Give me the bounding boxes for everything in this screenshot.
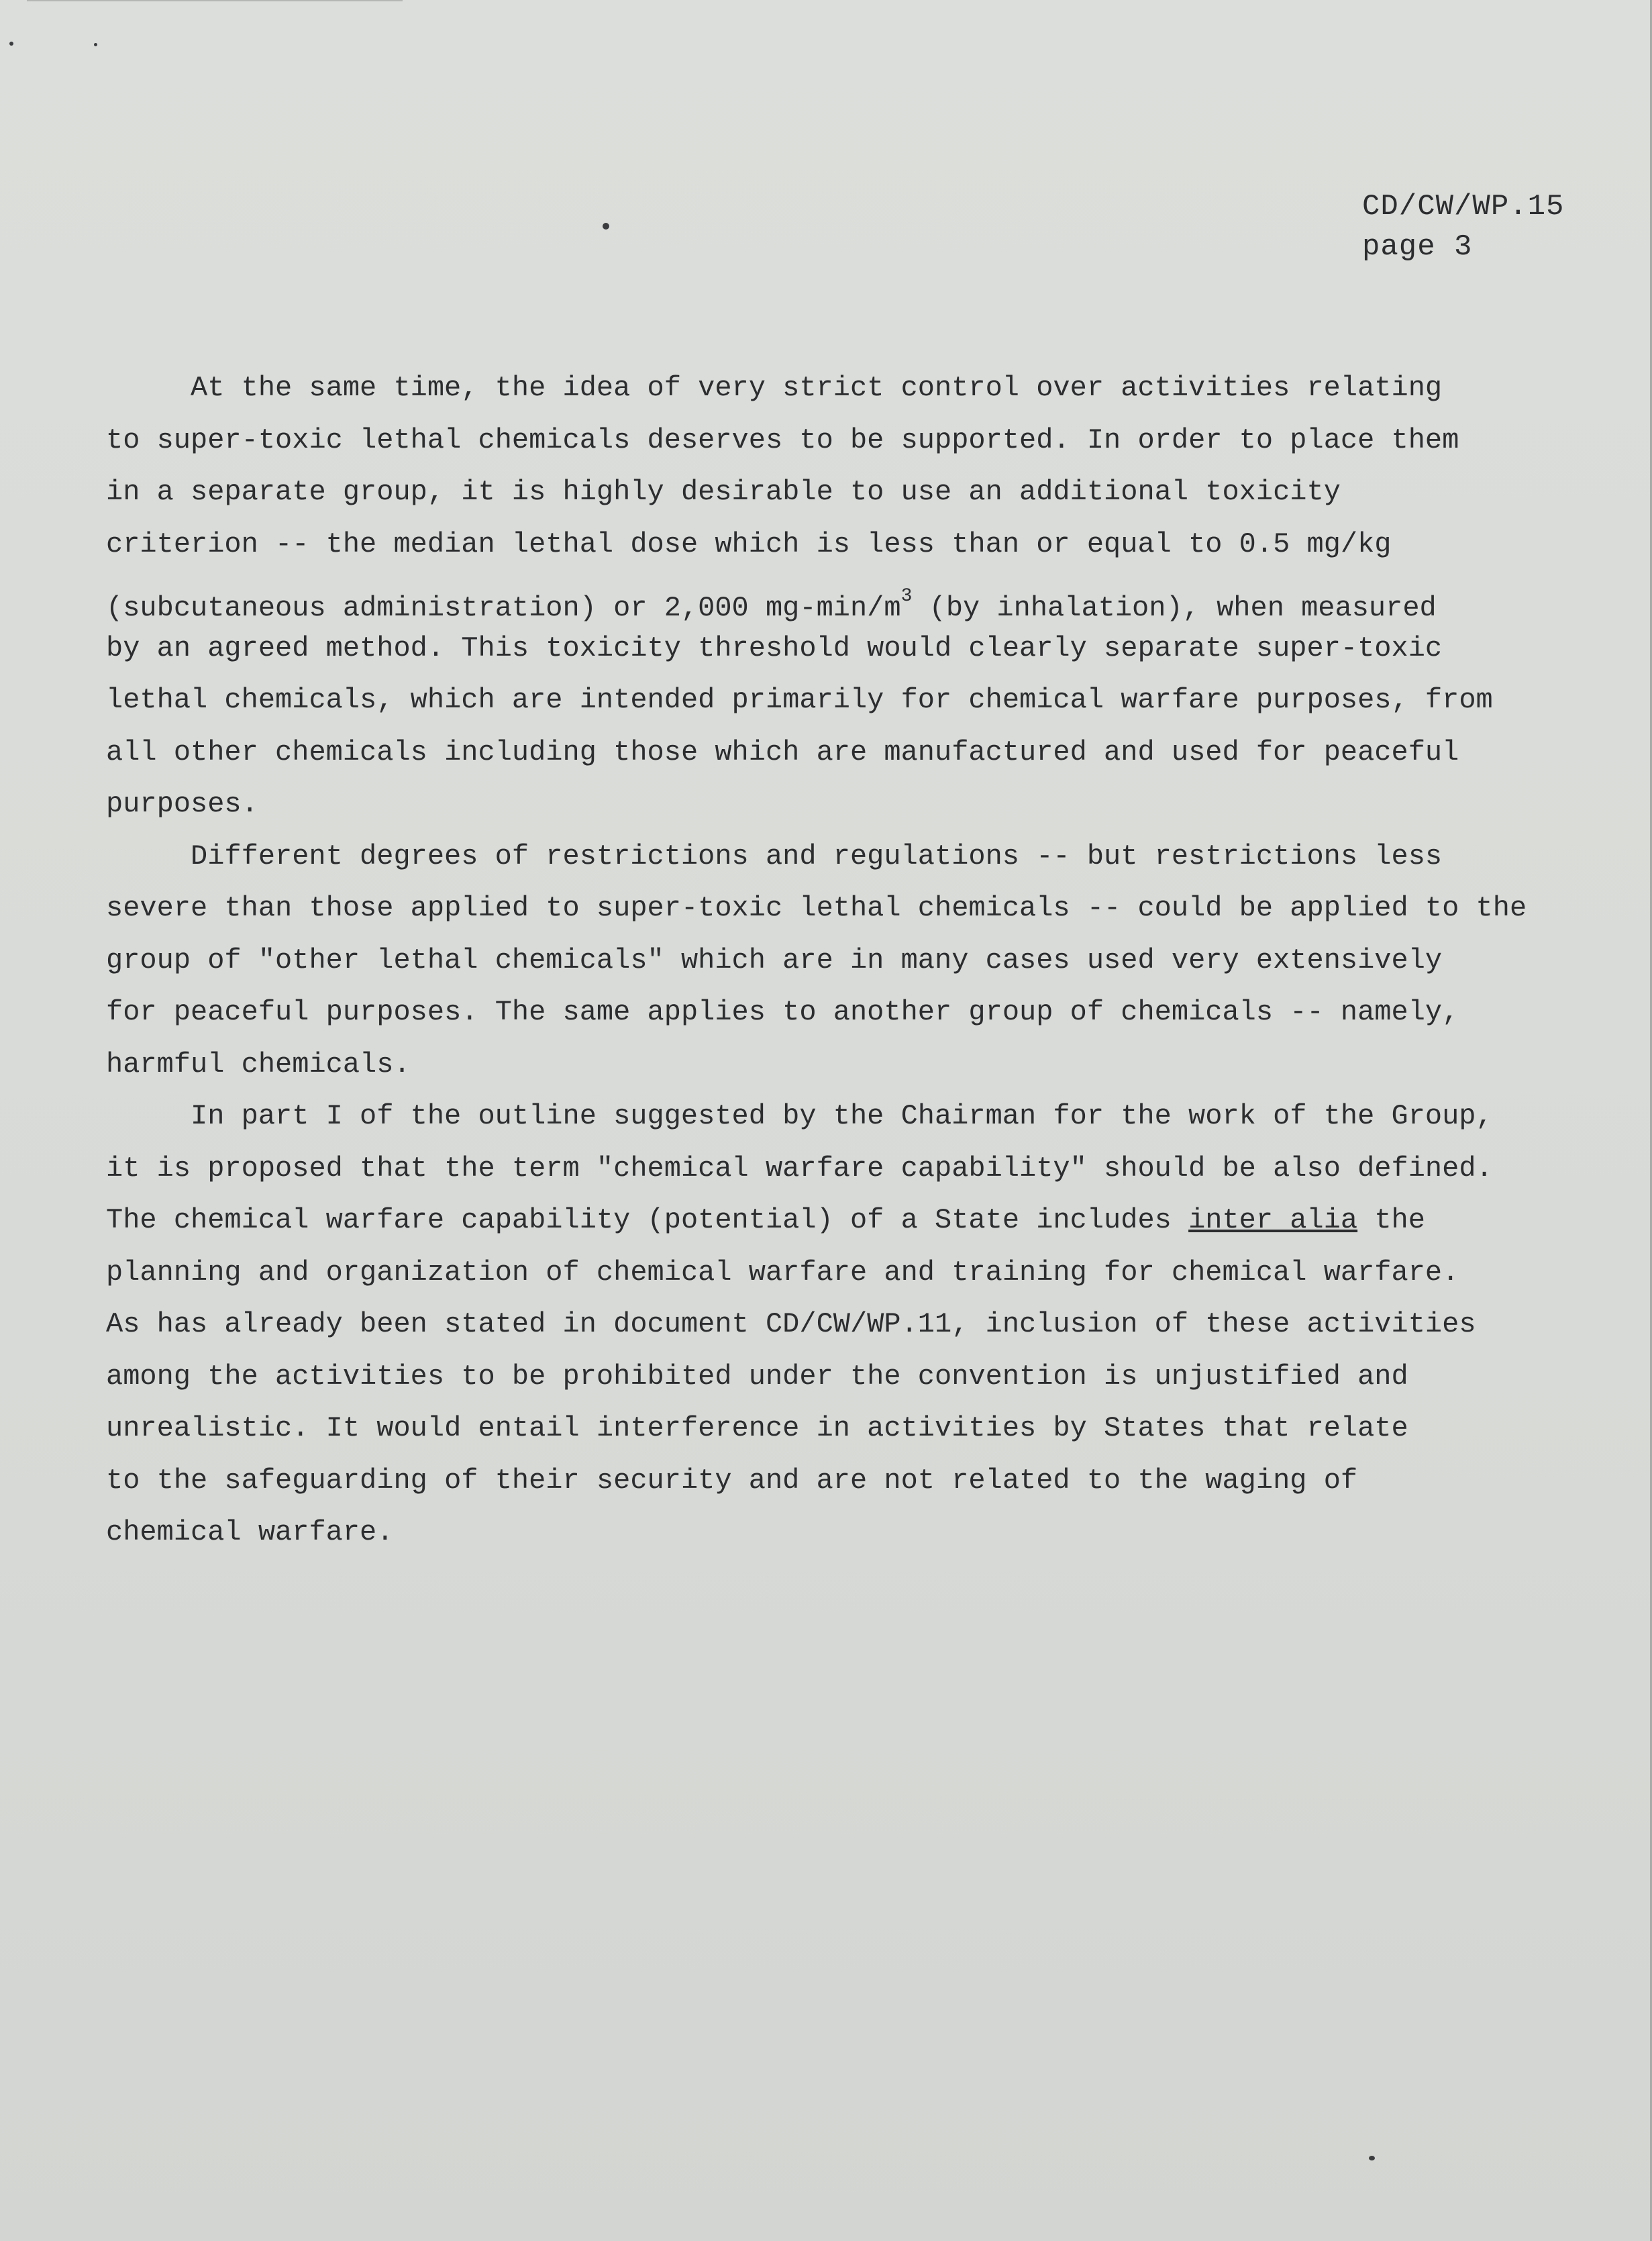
text-line: As has already been stated in document CD/CW/WP.11, inclusion of these activities xyxy=(106,1308,1476,1340)
text-line: all other chemicals including those which are manufactured and used for peaceful xyxy=(106,736,1459,768)
document-symbol: CD/CW/WP.15 xyxy=(1362,190,1565,223)
document-header xyxy=(1362,187,1564,267)
text-line xyxy=(106,1195,1555,1247)
text-line: chemical warfare. xyxy=(106,1516,394,1548)
scan-speck xyxy=(1369,2156,1375,2160)
text-line: purposes. xyxy=(106,788,258,820)
paragraph-2 xyxy=(106,831,1555,1091)
text-line: lethal chemicals, which are intended primarily for chemical warfare purposes, from xyxy=(106,684,1493,716)
scan-speck xyxy=(603,223,609,230)
text-line: among the activities to be prohibited under the convention is unjustified and xyxy=(106,1360,1408,1393)
text-line: it is proposed that the term "chemical warfare capability" should be also defined. xyxy=(106,1152,1493,1185)
text-line: harmful chemicals. xyxy=(106,1048,411,1081)
text-line: planning and organization of chemical warfare and training for chemical warfare. xyxy=(106,1256,1459,1289)
paragraph-1 xyxy=(106,362,1555,831)
text-line: criterion -- the median lethal dose which is less than or equal to 0.5 mg/kg xyxy=(106,528,1392,560)
text-line: severe than those applied to super-toxic lethal chemicals -- could be applied to the xyxy=(106,892,1527,924)
text-line: unrealistic. It would entail interference in activities by States that relate xyxy=(106,1412,1408,1444)
superscript-exponent: 3 xyxy=(900,586,913,607)
document-body xyxy=(106,362,1555,1559)
text-line xyxy=(106,570,1555,623)
text-line: in a separate group, it is highly desirable to use an additional toxicity xyxy=(106,476,1341,508)
text-line: Different degrees of restrictions and regulations -- but restrictions less xyxy=(191,840,1443,873)
scan-edge-top xyxy=(27,0,403,1)
text-segment: The chemical warfare capability (potential) of a State includes xyxy=(106,1204,1189,1236)
text-line: for peaceful purposes. The same applies to another group of chemicals -- namely, xyxy=(106,996,1459,1028)
text-segment: the xyxy=(1357,1204,1425,1236)
text-segment: (by inhalation), when measured xyxy=(912,592,1437,624)
underlined-term: inter alia xyxy=(1188,1204,1358,1236)
text-line: to the safeguarding of their security and are not related to the waging of xyxy=(106,1464,1358,1497)
text-line: At the same time, the idea of very strict control over activities relating xyxy=(191,372,1443,404)
text-line: to super-toxic lethal chemicals deserves to be supported. In order to place them xyxy=(106,424,1459,456)
text-segment: (subcutaneous administration) or 2,000 mg-min/m xyxy=(106,592,901,624)
text-line: group of "other lethal chemicals" which are in many cases used very extensively xyxy=(106,944,1443,977)
paragraph-3 xyxy=(106,1091,1555,1559)
text-line: In part I of the outline suggested by the Chairman for the work of the Group, xyxy=(191,1100,1493,1132)
scan-speck xyxy=(9,42,13,46)
page-number: page 3 xyxy=(1362,230,1473,264)
text-line: by an agreed method. This toxicity threshold would clearly separate super-toxic xyxy=(106,632,1443,664)
scan-speck xyxy=(94,43,97,46)
